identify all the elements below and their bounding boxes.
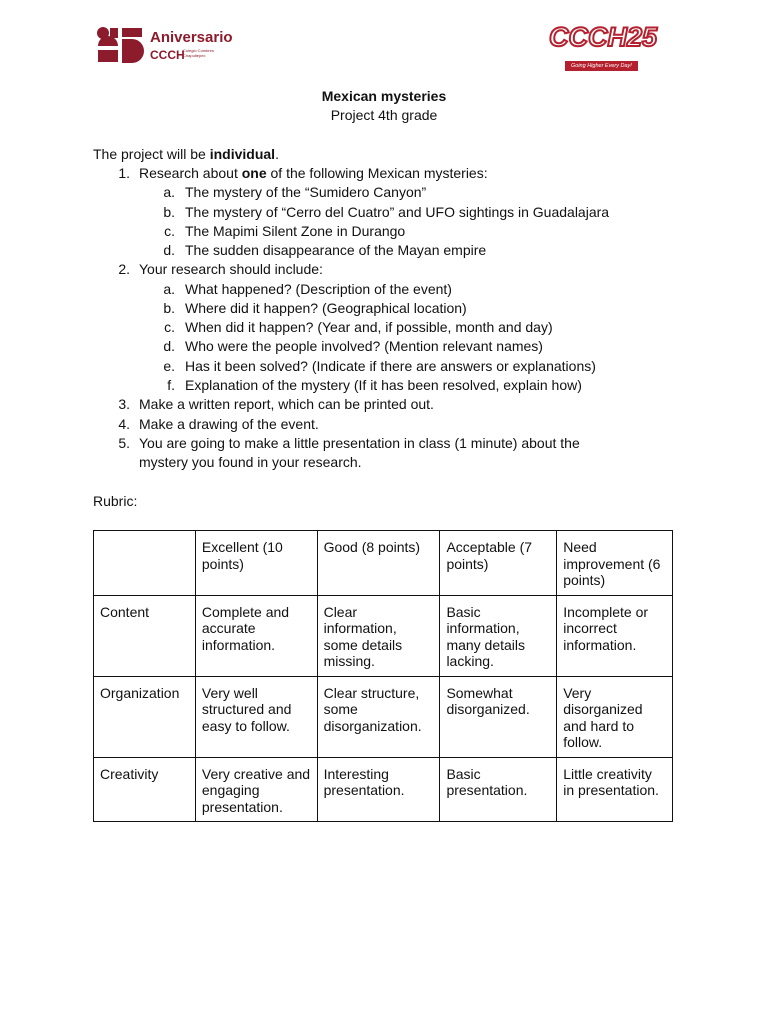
school-name-small: Colegio Cumbres Chapultepec	[183, 48, 214, 58]
list-marker: 5.	[118, 435, 130, 451]
ccch25-tagline: Going Higher Every Day!	[565, 61, 638, 71]
intro-prefix: The project will be	[93, 146, 210, 162]
list-marker: 3.	[118, 396, 130, 412]
list-item	[139, 165, 488, 182]
rubric-cell: Clear structure, some disorganization.	[317, 676, 440, 757]
sublist-marker: d.	[163, 338, 175, 354]
rubric-cell: Somewhat disorganized.	[440, 676, 557, 757]
rubric-criterion: Content	[94, 595, 196, 676]
table-row	[94, 757, 673, 822]
sublist-item: The sudden disappearance of the Mayan empire	[185, 242, 487, 258]
rubric-cell: Clear information, some details missing.	[317, 595, 440, 676]
anniversary-title: Aniversario	[150, 29, 233, 46]
rubric-label: Rubric:	[93, 493, 138, 509]
intro-paragraph	[93, 146, 279, 162]
sublist-marker: f.	[167, 377, 175, 393]
list-item-continuation: mystery you found in your research.	[139, 454, 362, 470]
sublist-item: What happened? (Description of the event)	[185, 281, 452, 297]
sublist-marker: c.	[164, 223, 175, 239]
anniversary-25-mark-icon	[96, 26, 146, 64]
sublist-item: Has it been solved? (Indicate if there are answers or explanations)	[185, 358, 596, 374]
sublist-item: The mystery of the “Sumidero Canyon”	[185, 184, 427, 200]
document-title: Mexican mysteries	[321, 88, 447, 104]
rubric-header-cell: Acceptable (7 points)	[440, 531, 557, 596]
table-row	[94, 595, 673, 676]
intro-bold: individual	[209, 146, 276, 162]
rubric-cell: Very disorganized and hard to follow.	[557, 676, 673, 757]
list-item-bold: one	[241, 165, 267, 181]
ccch25-logo	[547, 24, 673, 74]
sublist-item: Who were the people involved? (Mention relevant names)	[185, 338, 543, 354]
sublist-item: When did it happen? (Year and, if possible, month and day)	[185, 319, 553, 335]
list-marker: 2.	[118, 261, 130, 277]
sublist-item: Where did it happen? (Geographical location)	[185, 300, 467, 316]
sublist-item: The mystery of “Cerro del Cuatro” and UFO sightings in Guadalajara	[185, 204, 610, 220]
ccch25-brand: CCCH25	[549, 22, 658, 52]
rubric-criterion: Creativity	[94, 757, 196, 822]
rubric-cell: Interesting presentation.	[317, 757, 440, 822]
rubric-header-row	[94, 531, 673, 596]
list-item: Make a written report, which can be printed out.	[139, 396, 434, 412]
rubric-table	[93, 530, 673, 822]
rubric-header-cell: Need improvement (6 points)	[557, 531, 673, 596]
list-item-text: Research about	[139, 165, 242, 181]
rubric-header-cell: Good (8 points)	[317, 531, 440, 596]
list-marker: 1.	[118, 165, 130, 181]
rubric-cell: Very well structured and easy to follow.	[195, 676, 317, 757]
rubric-criterion: Organization	[94, 676, 196, 757]
sublist-item: The Mapimi Silent Zone in Durango	[185, 223, 406, 239]
school-acronym: CCCH	[150, 48, 185, 62]
intro-suffix: .	[275, 146, 279, 162]
rubric-header-cell: Excellent (10 points)	[195, 531, 317, 596]
rubric-header-cell	[94, 531, 196, 596]
sublist-marker: d.	[163, 242, 175, 258]
list-item-text: of the following Mexican mysteries:	[266, 165, 488, 181]
list-marker: 4.	[118, 416, 130, 432]
sublist-item: Explanation of the mystery (If it has been resolved, explain how)	[185, 377, 582, 393]
rubric-cell: Basic information, many details lacking.	[440, 595, 557, 676]
rubric-cell: Little creativity in presentation.	[557, 757, 673, 822]
table-row	[94, 676, 673, 757]
sublist-marker: b.	[163, 204, 175, 220]
rubric-cell: Very creative and engaging presentation.	[195, 757, 317, 822]
list-item: Make a drawing of the event.	[139, 416, 319, 432]
sublist-marker: c.	[164, 319, 175, 335]
sublist-marker: e.	[163, 358, 175, 374]
anniversary-logo	[96, 26, 246, 66]
list-item: You are going to make a little presentation in class (1 minute) about the	[139, 435, 580, 451]
list-item: Your research should include:	[139, 261, 323, 277]
sublist-marker: a.	[163, 281, 175, 297]
sublist-marker: a.	[163, 184, 175, 200]
sublist-marker: b.	[163, 300, 175, 316]
rubric-cell: Incomplete or incorrect information.	[557, 595, 673, 676]
rubric-cell: Basic presentation.	[440, 757, 557, 822]
rubric-cell: Complete and accurate information.	[195, 595, 317, 676]
document-subtitle: Project 4th grade	[330, 107, 438, 123]
